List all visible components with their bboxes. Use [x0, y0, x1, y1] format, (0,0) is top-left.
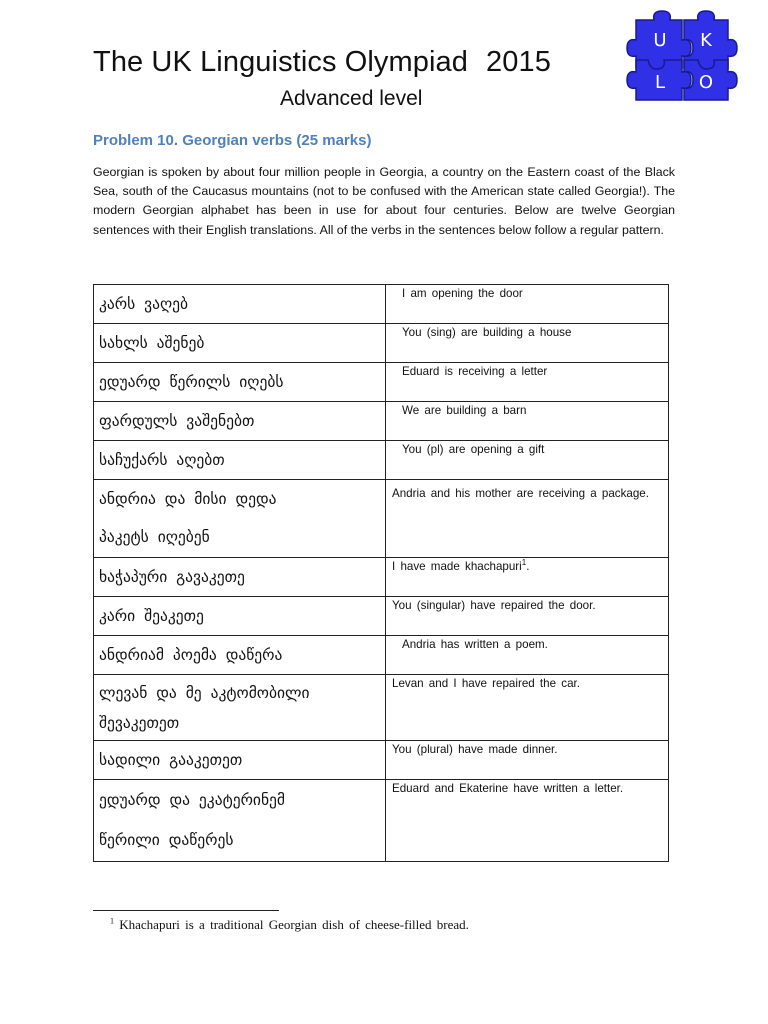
georgian-cell: ანდრიამ პოემა დაწერა	[94, 636, 386, 675]
intro-paragraph-1: Georgian is spoken by about four million people in Georgia, a country on the Eastern coast of the Black Sea, south of the Caucasus mountains (not to be confused with the American state called Georgia!). The modern Georgian alphabet has been in use for about four centuries.	[93, 165, 675, 218]
table-row	[94, 441, 669, 480]
footnote-number: 1	[110, 916, 114, 926]
logo-letter-l: L	[654, 72, 666, 93]
table-row	[94, 597, 669, 636]
english-cell: Andria and his mother are receiving a package.	[386, 480, 669, 558]
table-row	[94, 285, 669, 324]
english-cell: You (sing) are building a house	[386, 324, 669, 363]
title-year: 2015	[486, 46, 551, 78]
footnote-divider	[93, 910, 279, 911]
georgian-sentences-table	[93, 284, 669, 862]
problem-heading: Problem 10. Georgian verbs (25 marks)	[93, 132, 372, 149]
georgian-cell: საჩუქარს აღებთ	[94, 441, 386, 480]
english-cell	[386, 558, 669, 597]
georgian-cell	[94, 780, 386, 862]
georgian-line-1: ლევან და მე აკტომობილი	[99, 684, 310, 702]
georgian-cell: ფარდულს ვაშენებთ	[94, 402, 386, 441]
georgian-cell	[94, 675, 386, 741]
table-row	[94, 675, 669, 741]
level-subtitle: Advanced level	[280, 87, 423, 110]
english-cell: You (singular) have repaired the door.	[386, 597, 669, 636]
logo-letter-k: K	[700, 30, 712, 51]
table-row	[94, 558, 669, 597]
georgian-line-2: წერილი დაწერეს	[99, 831, 234, 849]
page-title	[93, 46, 551, 79]
ukolo-puzzle-logo-icon	[622, 10, 742, 104]
english-cell: Eduard and Ekaterine have written a letter.	[386, 780, 669, 862]
logo-letter-o: O	[698, 72, 714, 93]
table-row	[94, 480, 669, 558]
table-row	[94, 741, 669, 780]
georgian-line-2: პაკეტს იღებენ	[99, 528, 210, 546]
table-row	[94, 402, 669, 441]
english-cell: Eduard is receiving a letter	[386, 363, 669, 402]
table-row	[94, 363, 669, 402]
georgian-cell: ხაჭაპური გავაკეთე	[94, 558, 386, 597]
georgian-cell: სადილი გააკეთეთ	[94, 741, 386, 780]
english-cell: You (plural) have made dinner.	[386, 741, 669, 780]
footnote-text: Khachapuri is a traditional Georgian dish of cheese-filled bread.	[119, 917, 469, 932]
english-text: I have made khachapuri	[392, 560, 522, 573]
georgian-cell	[94, 480, 386, 558]
title-text: The UK Linguistics Olympiad	[93, 46, 469, 78]
footnote-mark: 1	[521, 558, 527, 568]
problem-intro	[93, 163, 675, 240]
english-cell: I am opening the door	[386, 285, 669, 324]
georgian-line-1: ედუარდ და ეკატერინემ	[99, 791, 286, 809]
georgian-cell: კარი შეაკეთე	[94, 597, 386, 636]
english-cell: Levan and I have repaired the car.	[386, 675, 669, 741]
english-cell: We are building a barn	[386, 402, 669, 441]
english-cell: You (pl) are opening a gift	[386, 441, 669, 480]
georgian-cell: კარს ვაღებ	[94, 285, 386, 324]
table-row	[94, 324, 669, 363]
logo-letter-u: U	[653, 30, 667, 51]
footnote	[110, 917, 469, 933]
georgian-line-2: შევაკეთეთ	[99, 714, 180, 732]
table-row	[94, 780, 669, 862]
english-cell: Andria has written a poem.	[386, 636, 669, 675]
georgian-cell: ედუარდ წერილს იღებს	[94, 363, 386, 402]
georgian-line-1: ანდრია და მისი დედა	[99, 490, 277, 508]
table-row	[94, 636, 669, 675]
georgian-cell: სახლს აშენებ	[94, 324, 386, 363]
english-suffix: .	[526, 560, 530, 573]
intro-paragraph-2: Below are twelve Georgian sentences with their English translations. All of the verbs in the sentences below follow a regular pattern.	[93, 203, 675, 237]
